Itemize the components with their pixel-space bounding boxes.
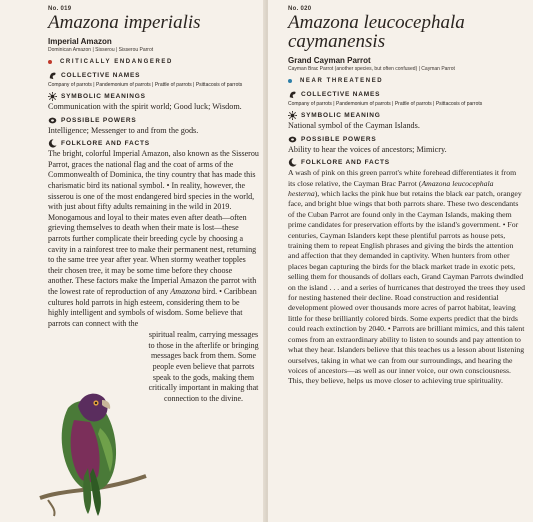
- folklore-text-part-2: bird. • Caribbean cultures hold parrots in high esteem, considering them to be highly intelligent and symbols of wisdom. Some believe that parrots can connect with the: [48, 286, 257, 328]
- sunburst-icon: [48, 92, 57, 101]
- folklore-text-part-1: The bright, colorful Imperial Amazon, also known as the Sisserou Parrot, graces the national flag and the coat of arms of the Commonwealth of Dominica, the tiny country that has made this charismatic bird its national symbol. • In reality, however, the sisserou is one of the most endangered bird species in the world, with just about fifty adults remaining in the wild in 2019. Monogamous and loyal to their mates even after death—often grieving themselves to death when their mate is lost—these parrots further complicate their breeding cycle by choosing a cavity in a rainforest tree to make their permanent nest, returning to the same tree year after year. When stormy weather topples their chosen tree, it may be some time before they choose another. These factors make the Imperial Amazon the parrot with the lowest rate of reproduction of any: [48, 149, 259, 296]
- parrot-head-icon: [48, 71, 57, 80]
- possible-powers-text: Ability to hear the voices of ancestors; Mimicry.: [288, 144, 447, 154]
- folklore-text: [288, 168, 525, 387]
- possible-powers-heading: [288, 135, 525, 144]
- status-dot-icon: [288, 79, 292, 83]
- symbolic-meanings-text: Communication with the spirit world; Good luck; Wisdom.: [48, 102, 242, 111]
- collective-names-label: COLLECTIVE NAMES: [301, 91, 381, 98]
- possible-powers-text: Intelligence; Messenger to and from the gods.: [48, 125, 199, 135]
- moon-icon: [288, 158, 297, 167]
- right-page: [268, 0, 533, 522]
- symbolic-meaning-heading: [288, 111, 525, 120]
- sunburst-icon: [288, 111, 297, 120]
- alias-names: Cayman Brac Parrot (another species, but often confused) | Cayman Parrot: [288, 66, 455, 72]
- folklore-label: FOLKLORE AND FACTS: [301, 159, 390, 167]
- conservation-status: [288, 78, 525, 84]
- common-name: Imperial Amazon: [48, 37, 112, 46]
- collective-names-label: COLLECTIVE NAMES: [61, 72, 141, 79]
- orb-icon: [288, 135, 297, 144]
- symbolic-meaning-label: SYMBOLIC MEANING: [301, 112, 381, 119]
- folklore-text-part-2: ), which lacks the pink hue but retains the black ear patch, orangey face, and bright blue wings that both parrots share. These two descendants of the Cuban Parrot are found only in the Cayman Islands, making them prime candidates for preservation efforts by the island's government. • For centuries, Cayman Islanders kept these plentiful parrots as house pets, training them to repeat English phrases and giving the birds the attention and affection that they demanded in captivity. When hunters from other places began capturing the birds for the black market trade in exotic pets, selling them for thousands of dollars each, Grand Cayman Parrots dwindled on the island . . . and a series of hurricanes that destroyed the trees they used for nesting hastened their decline. Road construction and residential development plowed over thousands more acres of parrot habitat, leaving little for these brilliantly colored birds. Some experts predict that the birds could reach extinction by 2040. • Parrots are brilliant mimics, and this talent comes from an extraordinary ability to listen to sounds and pay attention to what they hear. Islanders believe that this teaches us a lesson about listening ourselves, taking in what we can from our surroundings, and hearing the voices of ancestors—as well as our inner voice, our own consciousness. This, they believe, helps us move closer to achieving true spirituality.: [288, 189, 525, 386]
- possible-powers-label: POSSIBLE POWERS: [301, 135, 377, 143]
- collective-names-text: Company of parrots | Pandemonium of parrots | Prattle of parrots | Psittacosis of parrots: [48, 82, 243, 88]
- imperial-amazon-illustration: [38, 348, 148, 518]
- entry-number: No. 020: [288, 6, 312, 12]
- symbolic-meanings-label: SYMBOLIC MEANINGS: [61, 93, 146, 100]
- folklore-text-part-1: A wash of pink on this green parrot's white forehead differentiates it from its close relative, the Cayman Brac Parrot (: [288, 168, 517, 188]
- latin-name: Amazona leucocephala caymanensis: [288, 12, 465, 52]
- orb-icon: [48, 116, 57, 125]
- latin-name: Amazona imperialis: [48, 12, 201, 33]
- status-dot-icon: [48, 60, 52, 64]
- common-name: Grand Cayman Parrot: [288, 56, 371, 65]
- folklore-heading: [288, 158, 525, 167]
- folklore-text: [48, 149, 259, 329]
- collective-names-heading: [288, 90, 525, 99]
- folklore-wrap-text: spiritual realm, carrying messages to those in the afterlife or bringing messages back from them. Some people even believe that parrots speak to the gods, making them critically important in making that connection to the divine.: [148, 330, 259, 403]
- moon-icon: [48, 139, 57, 148]
- folklore-heading: [48, 139, 259, 148]
- alias-names: Dominican Amazon | Sisserou | Sisserou Parrot: [48, 47, 154, 53]
- collective-names-text: Company of parrots | Pandemonium of parrots | Prattle of parrots | Psittacosis of parrots: [288, 101, 483, 107]
- entry-number: No. 019: [48, 6, 72, 12]
- possible-powers-heading: [48, 116, 259, 125]
- collective-names-heading: [48, 71, 259, 80]
- folklore-italic-genus: Amazona: [170, 286, 201, 296]
- status-label: CRITICALLY ENDANGERED: [60, 59, 173, 65]
- folklore-label: FOLKLORE AND FACTS: [61, 140, 150, 148]
- status-label: NEAR THREATENED: [300, 78, 384, 84]
- parrot-head-icon: [288, 90, 297, 99]
- possible-powers-label: POSSIBLE POWERS: [61, 116, 137, 124]
- symbolic-meanings-heading: [48, 92, 259, 101]
- symbolic-meaning-text: National symbol of the Cayman Islands.: [288, 121, 420, 130]
- conservation-status: [48, 59, 259, 65]
- folklore-italic-species: Amazona leucocephala hesterna: [288, 178, 494, 198]
